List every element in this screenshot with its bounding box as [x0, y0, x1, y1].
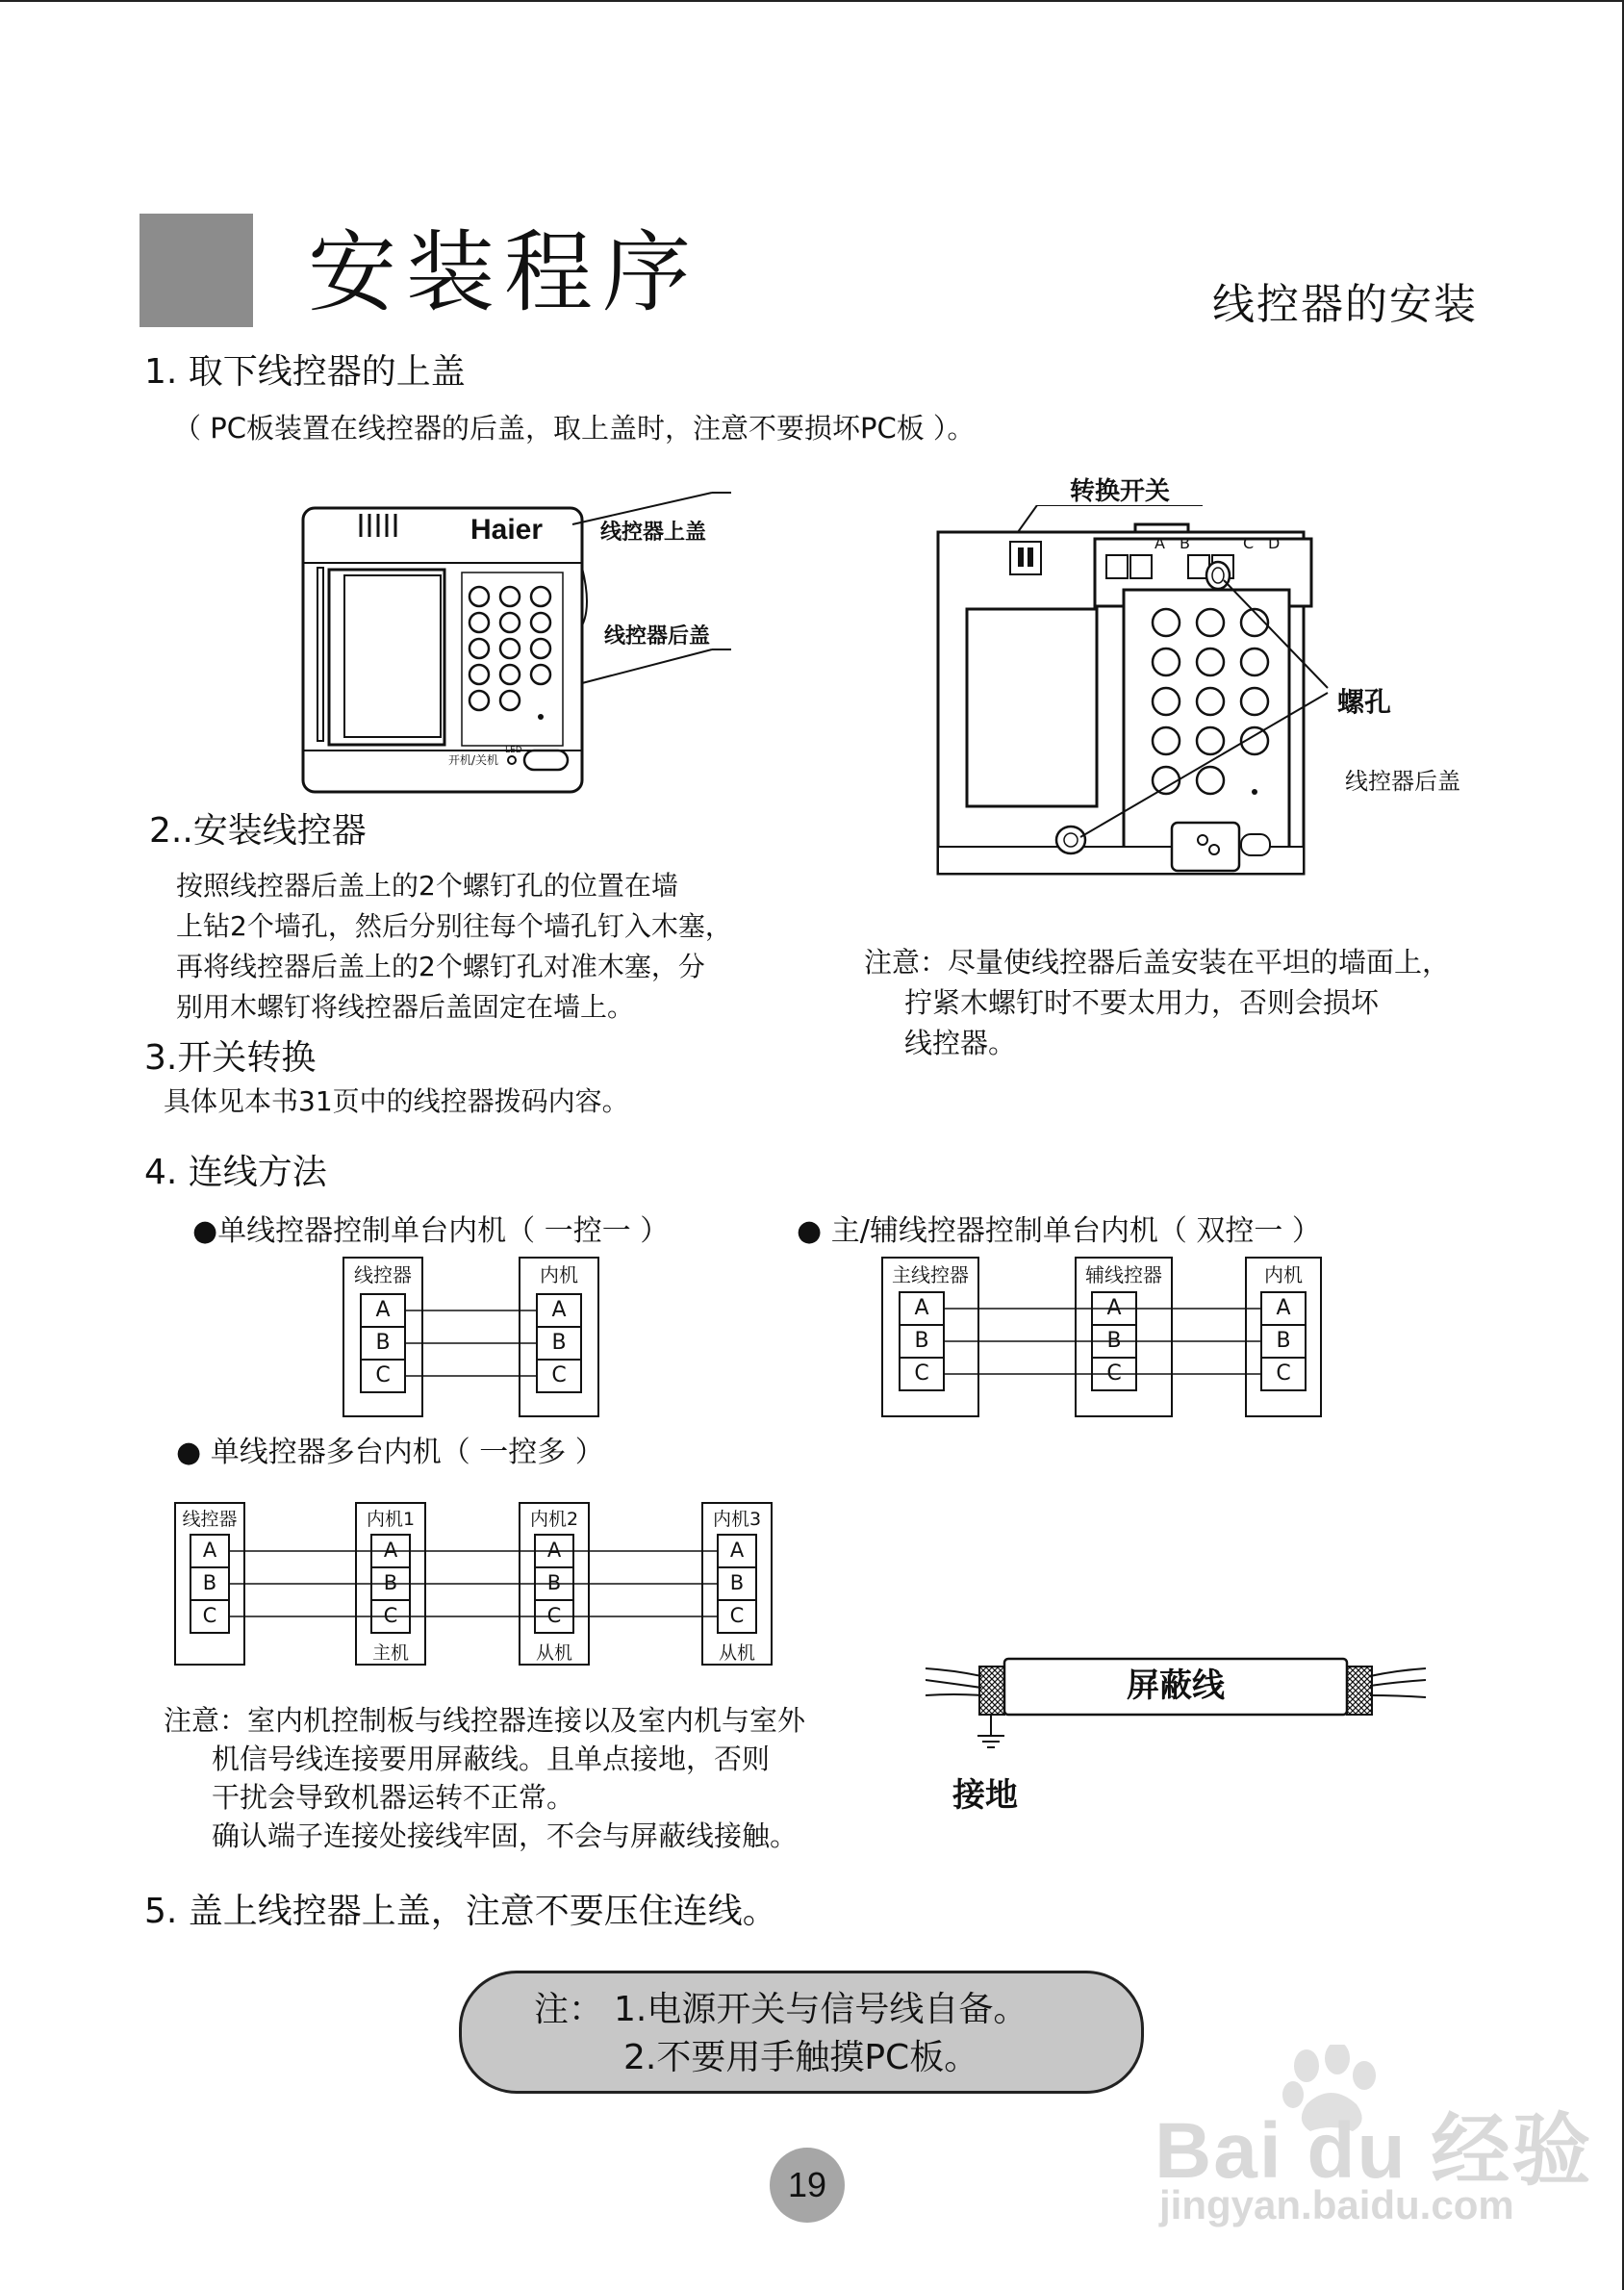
d2-t3-c: C: [1276, 1361, 1291, 1386]
d1-box-controller: 线控器: [354, 1263, 412, 1286]
power-label: 开机/关机: [448, 753, 499, 767]
d3-t1-a: A: [202, 1539, 217, 1562]
step1-note: （ PC板装置在线控器的后盖，取上盖时，注意不要损坏PC板 ）。: [173, 412, 976, 445]
d1-t1-b: B: [375, 1331, 391, 1355]
bottom-note-line2: 2.不要用手触摸PC板。: [623, 2038, 979, 2077]
terminal-letter-a: A: [1155, 534, 1165, 552]
header-gray-block: [140, 214, 253, 327]
d2-t2-c: C: [1106, 1361, 1122, 1386]
step4-note-line4: 确认端子连接处接线牢固，不会与屏蔽线接触。: [212, 1819, 799, 1852]
d1-t1-c: C: [375, 1363, 391, 1387]
figure2-note-line2: 拧紧木螺钉时不要太用力，否则会损坏: [904, 986, 1380, 1019]
d1-box-indoor: 内机: [540, 1263, 578, 1286]
d3-box-controller: 线控器: [182, 1509, 238, 1530]
bottom-note-box: [459, 1971, 1144, 2094]
led-label: LED: [505, 746, 522, 755]
back-cover-figure: [933, 505, 1347, 890]
d2-box-main-controller: 主线控器: [892, 1263, 969, 1286]
step1-heading: 1. 取下线控器的上盖: [144, 352, 466, 392]
d2-t2-a: A: [1106, 1296, 1122, 1320]
d3-t3-c: C: [546, 1604, 562, 1627]
d3-t1-b: B: [202, 1571, 217, 1594]
d3-role-master: 主机: [371, 1642, 409, 1664]
d1-t2-b: B: [551, 1331, 567, 1355]
haier-logo: Haier: [470, 514, 544, 546]
shield-label: 屏蔽线: [1127, 1667, 1225, 1705]
d3-role-slave2: 从机: [718, 1642, 755, 1664]
d3-t1-c: C: [202, 1604, 217, 1627]
page-subtitle: 线控器的安装: [1212, 280, 1478, 329]
label-screw-hole: 螺孔: [1337, 686, 1392, 718]
label-switch: 转换开关: [1070, 477, 1171, 506]
d2-box-aux-controller: 辅线控器: [1085, 1263, 1162, 1286]
d3-t4-a: A: [729, 1539, 745, 1562]
label-back-cover-2: 线控器后盖: [1345, 768, 1460, 795]
diagram1-title: ●单线控器控制单台内机（ 一控一 ）: [192, 1214, 670, 1248]
d2-t2-b: B: [1106, 1329, 1122, 1353]
d2-t1-a: A: [914, 1296, 929, 1320]
diagram2-title-text: 主/辅线控器控制单台内机（ 双控一 ）: [830, 1214, 1321, 1248]
diagram1-title-text: 单线控器控制单台内机（ 一控一 ）: [217, 1214, 670, 1248]
watermark-url: jingyan.baidu.com: [1159, 2182, 1514, 2227]
terminal-letter-c: C: [1243, 534, 1255, 552]
step2-line3: 再将线控器后盖上的2个螺钉孔对准木塞，分: [176, 951, 705, 982]
d2-t3-a: A: [1276, 1296, 1291, 1320]
page-title: 安装程序: [308, 221, 701, 324]
figure2-note-line1: 注意：尽量使线控器后盖安装在平坦的墙面上，: [864, 946, 1451, 979]
ground-label: 接地: [952, 1776, 1018, 1815]
d2-t1-c: C: [914, 1361, 929, 1386]
label-top-cover: 线控器上盖: [600, 521, 707, 545]
terminal-letter-b: B: [1180, 534, 1190, 552]
d3-t2-b: B: [383, 1571, 398, 1594]
diagram3-title-text: 单线控器多台内机（ 一控多 ）: [210, 1436, 604, 1469]
step2-line2: 上钻2个墙孔，然后分别往每个墙孔钉入木塞，: [176, 910, 732, 942]
diagram2-title: ● 主/辅线控器控制单台内机（ 双控一 ）: [797, 1214, 1321, 1248]
diagram3-title: ● 单线控器多台内机（ 一控多 ）: [176, 1436, 604, 1469]
d1-t2-c: C: [551, 1363, 567, 1387]
d2-box-indoor: 内机: [1264, 1263, 1303, 1286]
d3-box-indoor1: 内机1: [366, 1509, 416, 1530]
step4-note-line1: 注意：室内机控制板与线控器连接以及室内机与室外: [164, 1704, 806, 1737]
wiring-diagram-3: [173, 1501, 774, 1669]
step4-note-line3: 干扰会导致机器运转不正常。: [212, 1781, 575, 1814]
step5-heading: 5. 盖上线控器上盖，注意不要压住连线。: [144, 1892, 777, 1931]
d3-t3-a: A: [546, 1539, 562, 1562]
d1-t2-a: A: [551, 1298, 567, 1322]
label-back-cover: 线控器后盖: [604, 624, 711, 649]
d3-role-slave1: 从机: [535, 1642, 572, 1664]
terminal-letter-d: D: [1268, 534, 1281, 552]
d3-box-indoor3: 内机3: [712, 1509, 762, 1530]
bottom-note-prefix: 注：: [534, 1990, 604, 2029]
d3-t4-b: B: [729, 1571, 745, 1594]
bottom-note-line1: 1.电源开关与信号线自备。: [614, 1990, 1028, 2029]
watermark-brand: Bai du 经验: [1155, 2107, 1593, 2195]
d1-t1-a: A: [375, 1298, 391, 1322]
step2-line1: 按照线控器后盖上的2个螺钉孔的位置在墙: [176, 870, 678, 902]
step3-heading: 3.开关转换: [144, 1038, 317, 1078]
step4-note-line2: 机信号线连接要用屏蔽线。且单点接地，否则: [212, 1743, 771, 1775]
page-number: 19: [770, 2148, 845, 2223]
d2-t3-b: B: [1276, 1329, 1291, 1353]
d2-t1-b: B: [914, 1329, 929, 1353]
step2-line4: 别用木螺钉将线控器后盖固定在墙上。: [176, 991, 635, 1023]
step3-text: 具体见本书31页中的线控器拨码内容。: [164, 1085, 629, 1117]
d3-t2-c: C: [383, 1604, 398, 1627]
d3-t3-b: B: [546, 1571, 562, 1594]
step2-heading: 2..安装线控器: [149, 811, 367, 851]
d3-t4-c: C: [729, 1604, 745, 1627]
d3-t2-a: A: [383, 1539, 398, 1562]
step4-heading: 4. 连线方法: [144, 1153, 327, 1192]
figure2-note-line3: 线控器。: [904, 1027, 1017, 1059]
d3-box-indoor2: 内机2: [529, 1509, 579, 1530]
